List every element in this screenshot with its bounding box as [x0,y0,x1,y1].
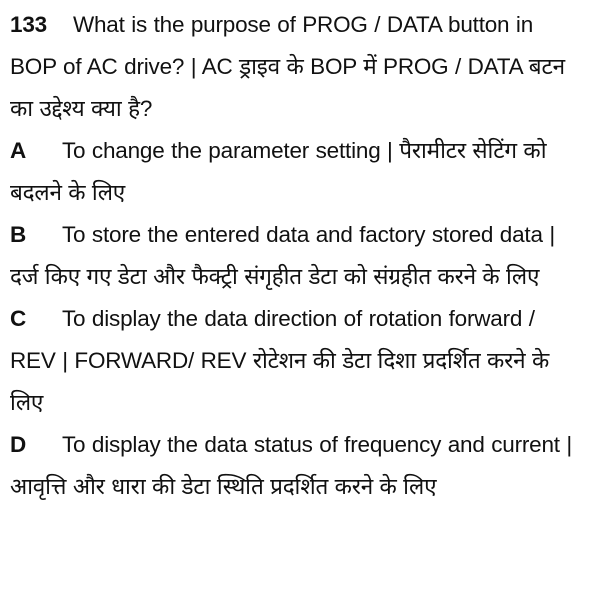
option-letter-a: A [10,138,27,163]
option-text-a: To change the parameter setting | पैरामीटर सेटिंग को बदलने के लिए [10,138,547,205]
question-text: What is the purpose of PROG / DATA button in BOP of AC drive? | AC ड्राइव के BOP में PROG / DATA बटन का उद्देश्य क्या है? [10,12,565,121]
option-a[interactable] [10,130,584,214]
option-c[interactable] [10,298,584,424]
option-letter-c: C [10,306,27,331]
option-text-b: To store the entered data and factory stored data | दर्ज किए गए डेटा और फैक्ट्री संगृहीत डेटा को संग्रहीत करने के लिए [10,222,555,289]
question-number: 133 [10,12,47,37]
question-card [10,4,584,508]
option-b[interactable] [10,214,584,298]
option-letter-b: B [10,222,27,247]
option-text-c: To display the data direction of rotation forward / REV | FORWARD/ REV रोटेशन की डेटा दिशा प्रदर्शित करने के लिए [10,306,550,415]
option-letter-d: D [10,432,27,457]
option-d[interactable] [10,424,584,508]
question-block [10,4,584,130]
option-text-d: To display the data status of frequency and current | आवृत्ति और धारा की डेटा स्थिति प्रदर्शित करने के लिए [10,432,573,499]
